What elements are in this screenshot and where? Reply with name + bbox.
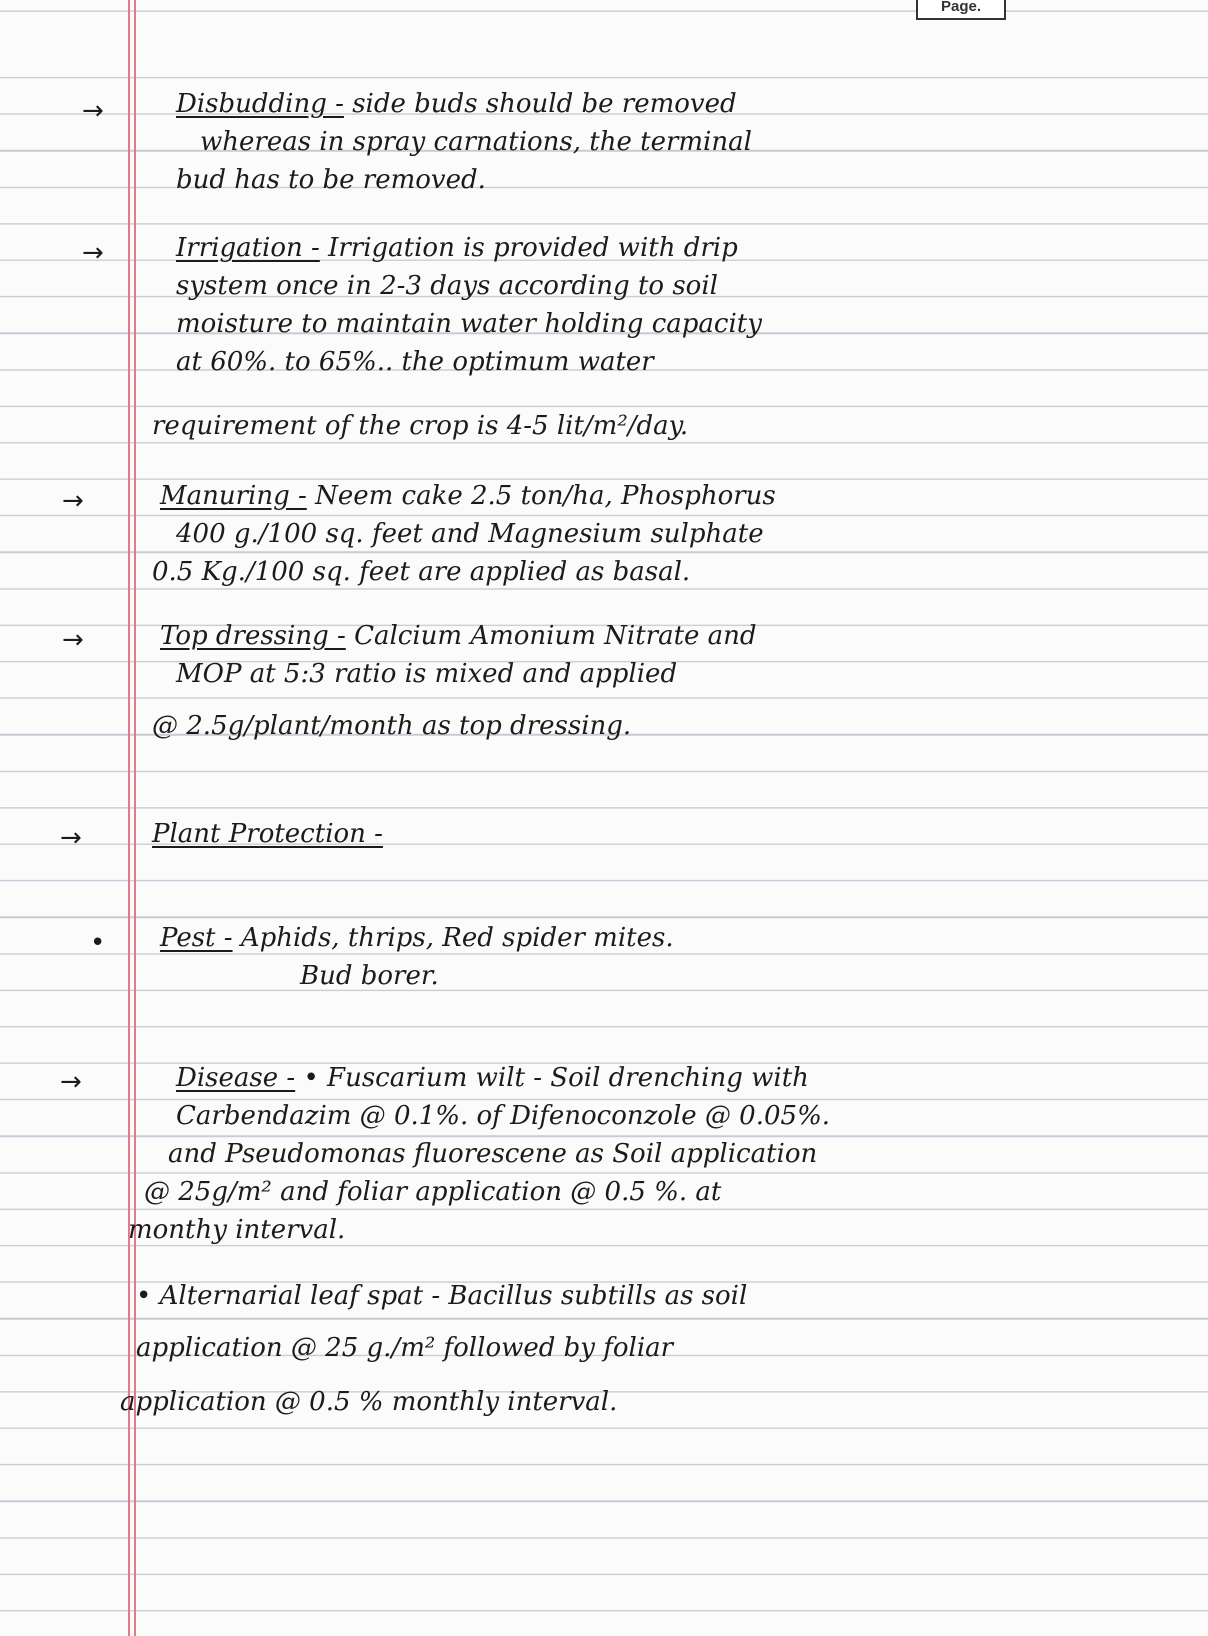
text-line: MOP at 5:3 ratio is mixed and applied (176, 659, 678, 689)
text-line: system once in 2-3 days according to soil (176, 271, 718, 301)
text-line: requirement of the crop is 4-5 lit/m²/day. (152, 411, 689, 441)
arrow-icon: → (82, 238, 104, 268)
text-line: Disease - • Fuscarium wilt - Soil drenching with (176, 1063, 809, 1093)
bullet-icon: • (90, 928, 106, 958)
page-label: Page. (916, 0, 1006, 20)
arrow-icon: → (62, 486, 84, 516)
section-heading: Disease - (176, 1063, 296, 1093)
section-heading: Manuring - (160, 481, 307, 511)
text-line: Disbudding - side buds should be removed (176, 89, 737, 119)
section-heading: Disbudding - (176, 89, 344, 119)
arrow-icon: → (60, 823, 82, 853)
text-line: Pest - Aphids, thrips, Red spider mites. (160, 923, 674, 953)
text-line: monthy interval. (128, 1215, 346, 1245)
text-line: Bud borer. (300, 961, 439, 991)
section-heading: Pest - (160, 923, 233, 953)
arrow-icon: → (82, 96, 104, 126)
text-line: and Pseudomonas fluorescene as Soil application (168, 1139, 818, 1169)
arrow-icon: → (60, 1067, 82, 1097)
text-line: @ 25g/m² and foliar application @ 0.5 %. at (144, 1177, 722, 1207)
text-line: • Alternarial leaf spat - Bacillus subtills as soil (136, 1281, 748, 1311)
text-line: moisture to maintain water holding capacity (176, 309, 762, 339)
section-heading: Irrigation - (176, 233, 320, 263)
text-line: application @ 0.5 % monthly interval. (120, 1387, 618, 1417)
text-line (152, 818, 383, 850)
text-line: application @ 25 g./m² followed by foliar (136, 1333, 674, 1363)
text-line: Carbendazim @ 0.1%. of Difenoconzole @ 0.05%. (176, 1101, 831, 1131)
text-line: bud has to be removed. (176, 165, 486, 195)
text-line: 0.5 Kg./100 sq. feet are applied as basal. (152, 557, 691, 587)
text-line: Manuring - Neem cake 2.5 ton/ha, Phosphorus (160, 481, 776, 511)
text-line: @ 2.5g/plant/month as top dressing. (152, 711, 632, 741)
text-line: whereas in spray carnations, the terminal (200, 127, 752, 157)
text-line: Irrigation - Irrigation is provided with drip (176, 233, 738, 263)
arrow-icon: → (62, 625, 84, 655)
text-line: 400 g./100 sq. feet and Magnesium sulphate (176, 519, 764, 549)
text-line: at 60%. to 65%.. the optimum water (176, 347, 654, 377)
section-heading: Top dressing - (160, 621, 346, 651)
section-heading: Plant Protection - (152, 819, 383, 849)
text-line: Top dressing - Calcium Amonium Nitrate and (160, 621, 757, 651)
